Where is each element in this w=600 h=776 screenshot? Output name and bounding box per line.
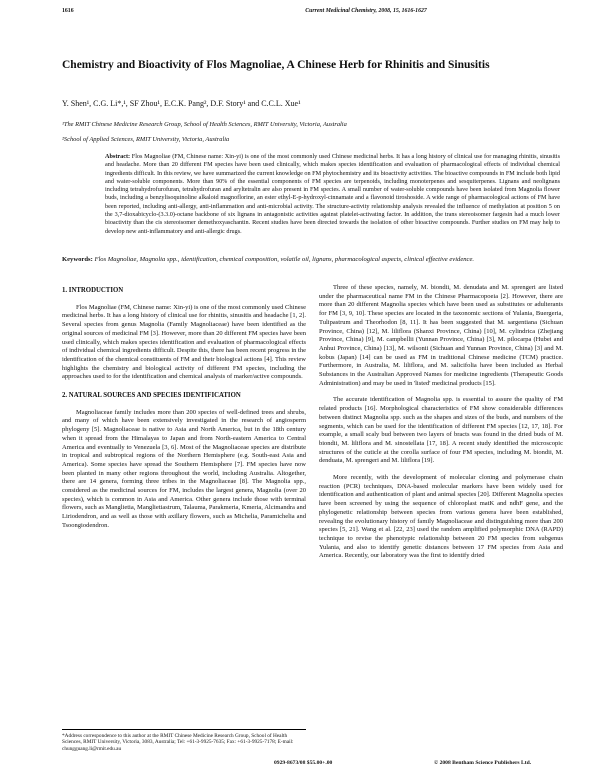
introduction-paragraph: Flos Magnoliae (FM, Chinese name: Xin-yi) is one of the most commonly used Chinese medicinal herbs. It has a long history of clinical use for rhinitis, sinusitis and headache [1, 2]. Several species from genus Magnolia (Family Magnoliaceae) have been identified as the original sources of medicinal FM [3]. However, more than 20 different FM species have been used clinically, which makes species identification and evaluation of pharmacological effects of individual chemical ingredients difficult. Despite this, there has been recent progress in the identification of the chemical constituents of FM and their biological actions [4]. This review highlights the chemistry and biological activity of different FM species, including the approaches used to for the identification and chemical analysis of marker/active compounds. (62, 303, 306, 381)
identification-paragraph: The accurate identification of Magnolia spp. is essential to assure the quality of FM related products [16]. Morphological characteristics of FM show considerable differences between distinct Magnolia spp. such as the shapes and sizes of the buds, and numbers of the segments, which can be used for the identification of different FM species [12, 17, 18]. For example, a small scaly bud between two layers of bracts was found in the dried buds of M. biondii, M. liliflora and M. sinostellata [17, 18]. A recent study identified the microscopic structures of the cuticle at the corolla surface of four FM species, including M. biondii, M. denduata, M. sprengeri and M. liliflora [19]. (319, 396, 563, 465)
section-heading-introduction: 1. INTRODUCTION (62, 287, 124, 294)
running-head (62, 8, 560, 20)
left-column (62, 284, 306, 531)
abstract-label: Abstract: (105, 153, 131, 160)
affiliation-1: ¹The RMIT Chinese Medicine Research Group, School of Health Sciences, RMIT University, Victoria, Australia (62, 121, 347, 128)
section-heading-natural-sources: 2. NATURAL SOURCES AND SPECIES IDENTIFICATION (62, 392, 241, 400)
natural-sources-paragraph: Magnoliaceae family includes more than 200 species of well-defined trees and shrubs, and many of which have been extensively investigated in the research of angiosperm phylogeny [5]. Magnoliaceae is native to Asia and North America, but in the 18th century when it spread from the Himalayas to Japan and from North-eastern America to Central America and eventually to Venezuela [3, 6]. Most of the Magnoliaceae species are distribute in tropical and subtropical regions of the Northern Hemisphere (e.g. South-east Asia and America). Some species have spread the Southern Hemisphere [7]. FM species have now been planted in many other regions throughout the world, including Australia. Altogether, there are 14 genera, forming three tribes in the Magnoliaceae [8]. The Magnolia spp., considered as the medicinal sources for FM, includes the largest genera, Magnolia (over 20 species), which is common in Asia and America. Other genera include those with terminal flowers, such as Manglietia, Manglietiastrum, Talauma, Parakmeria, Kmeria, Alcimandra and Liriodendron, and as well as those with axillary flowers, such as Michelia, Paramichelia and Tsoongiodendron. (62, 408, 306, 529)
issn: 0929-8673/08 $55.00+.00 (274, 760, 333, 766)
keywords-text: Flos Magnoliae, Magnolia spp., identification, chemical composition, volatile oil, lignans, pharmacological aspects, clinical effective evidence. (94, 256, 475, 263)
right-column (319, 284, 563, 561)
keywords-label: Keywords: (62, 256, 93, 263)
keywords (62, 256, 562, 265)
abstract-text: Flos Magnoliae (FM, Chinese name: Xin-yi) is one of the most commonly used Chinese medicinal herbs. It has a long history of clinical use for managing rhinitis, sinusitis and headache. More than 20 different FM species have been used clinically, which makes species identification and evaluation of pharmacological effects of individual chemical ingredients difficult. In this review, we have summarized the current knowledge on FM phytochemistry and its bioactivity activities. The bioactive compounds in FM include both lipid and water-soluble components. More than 90% of the essential components of FM species are terpenoids, including monoterpenes and sesquiterpenes. Lignans and neolignans including tetrahydrofurofuran, tetrahydrofuran and aryltetralin are also present in FM species. A small number of water-soluble compounds have been isolated from Magnolia flower buds, including a benzylisoquinoline alkaloid magnoflorine, an ester ethyl-E-p-hydroxyl-cinnamate and a flavonoid tiroshoside. A wide range of pharmacological actions of FM have been reported, including anti-allergy, anti-inflammation and anti-microbial activity. The structure-activity relationship analysis revealed the influence of methylation at position 5 on the 3,7-dioxabicyclo-(3.3.0)-octane backbone of six lignans in antagonistic activities against platelet-activating factor. In addition, the trans stereoisomer fargesin had a much lower bioactivity than the cis stereoisomer demethoxyaschantin. Recent studies have been directed towards the isolation of other bioactive compounds. Further studies on FM may help to develop new anti-inflammatory and anti-allergic drugs. (105, 153, 561, 235)
affiliation-2: ²School of Applied Sciences, RMIT University, Victoria, Australia (62, 136, 230, 143)
molecular-paragraph: More recently, with the development of molecular cloning and polymerase chain reaction (PCR) techniques, DNA-based molecular markers have been widely used for identification and authentication of plant and animal species [20]. Different Magnolia species have been screened by using the sequence of chloroplast matK and ndhF gene, and the phylogenetic relationship between species from various genera have been established, revealing the evolutionary history of family Magnoliaceae and distinguishing more than 200 species [5, 21]. Wang et al. [22, 23] used the random amplified polymorphic DNA (RAPD) technique to revise the phenotypic relationship between 20 FM species from subgenus Yulania, and also to identify genetic distances between 17 FM species from Asia and America. Recently, our laboratory was the first to identify dried (319, 474, 563, 560)
abstract (105, 153, 560, 236)
species-paragraph: Three of these species, namely, M. biondii, M. denudata and M. sprengeri are listed under the pharmaceutical name FM in the Chinese Pharmacopoeia [2]. However, there are more than 20 different Magnolia species which have been used as substitutes or adulterants for FM [3, 9, 10]. These species are located in the taxonomic sections of Yulania, Buergeria, Tulipastrum and Theorhodon [8, 11]. It has been suggested that M. sargentiana (Sichuan Province, China) [12], M. liliflora (Shanxi Province, China) [10], M. cylindrica (Zhejiang Province, China) [9], M. campbellii (Yunnan Province, China) [3], M. pilocarpa (Hubei and Anhui Province, China) [13], M. wilsonii (Sichuan and Yunnan Province, China) [3] and M. kobus (Japan) [14] can be used as FM in traditional Chinese medicine (TCM) practice. Furthermore, in Australia, M. liliflora, and M. salicifolia have been included as Herbal Substances in the Australian Approved Names for medicine ingredients (Therapeutic Goods Administration) and may be used in 'listed' medicinal products [15]. (319, 284, 563, 387)
correspondence-footnote: *Address correspondence to this author at the RMIT Chinese Medicine Research Group, School of Health Sciences, RMIT University, Victoria, 3083, Australia; Tel: +61-3-9925-7635; Fax: +61-3-9925-7178; E-mail: chungguang.li@rmit.edu.au (62, 729, 306, 752)
copyright: © 2008 Bentham Science Publishers Ltd. (434, 760, 532, 766)
page-number: 1616 (62, 8, 74, 14)
journal-citation: Current Medicinal Chemistry, 2008, 15, 1616-1627 (305, 8, 427, 14)
article-title: Chemistry and Bioactivity of Flos Magnoliae, A Chinese Herb for Rhinitis and Sinusitis (62, 59, 490, 71)
author-list: Y. Shen¹, C.G. Li*,¹, SF Zhou¹, E.C.K. Pang², D.F. Story¹ and C.C.L. Xue¹ (62, 99, 301, 108)
